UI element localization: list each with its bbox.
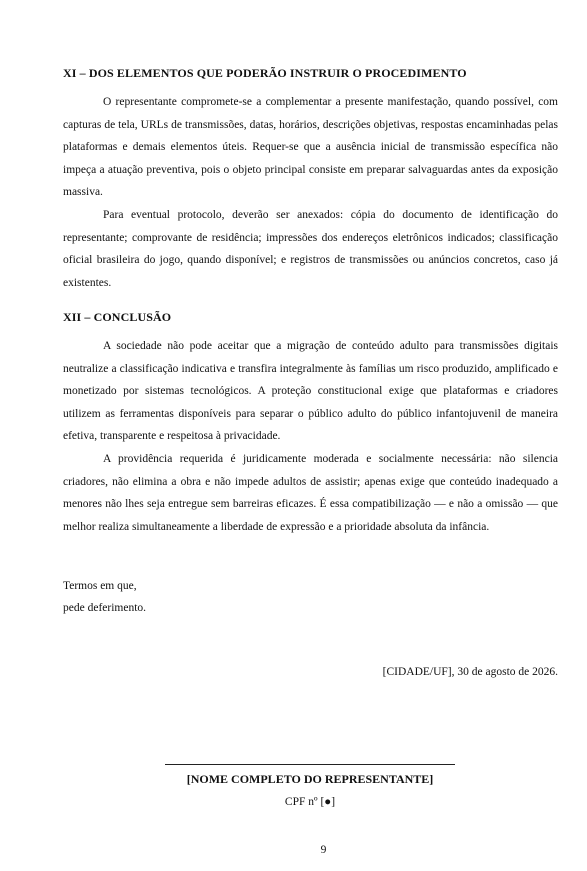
section-xi-paragraph-2: Para eventual protocolo, deverão ser anexados: cópia do documento de identificação do representante; comprovante de residência; impressões dos endereços eletrônicos indicados; classificação oficial brasileira do jogo, quando disponível; e registros de transmissões ou anúncios concretos, caso já existentes. <box>63 209 558 289</box>
section-xi-paragraph-1: O representante compromete-se a complementar a presente manifestação, quando possível, com capturas de tela, URLs de transmissões, datas, horários, descrições objetivas, respostas encaminhadas pelas plataformas e demais elementos úteis. Requer-se que a ausência inicial de transmissão específica não impeça a atuação preventiva, pois o objeto principal consiste em preparar salvaguardas antes da exposição massiva. <box>63 96 558 198</box>
section-xii-heading: XII – CONCLUSÃO <box>63 310 172 324</box>
section-xii-paragraph-2: A providência requerida é juridicamente moderada e socialmente necessária: não silencia criadores, não elimina a obra e não impede adultos de assistir; apenas exige que conteúdo inadequado a menores não lhes seja entregue sem barreiras eficazes. É essa compatibilização — e não a omissão — que melhor realiza simultaneamente a liberdade de expressão e a prioridade absoluta da infância. <box>63 453 558 533</box>
closing-line-1: Termos em que, <box>63 580 137 592</box>
place-date: [CIDADE/UF], 30 de agosto de 2026. <box>382 666 558 678</box>
page-number: 9 <box>320 844 327 856</box>
section-xi-heading: XI – DOS ELEMENTOS QUE PODERÃO INSTRUIR O PROCEDIMENTO <box>63 66 467 80</box>
signature-line <box>165 764 455 765</box>
section-xii-paragraph-1: A sociedade não pode aceitar que a migração de conteúdo adulto para transmissões digitais neutralize a classificação indicativa e transfira integralmente às famílias um risco produzido, amplificado e monetizado por sistemas tecnológicos. A proteção constitucional exige que plataformas e criadores utilizem as ferramentas disponíveis para separar o público adulto do público infantojuvenil de maneira efetiva, transparente e respeitosa à privacidade. <box>63 340 558 442</box>
signature-name: [NOME COMPLETO DO REPRESENTANTE] <box>186 772 434 786</box>
closing-line-2: pede deferimento. <box>63 602 147 614</box>
signature-cpf: CPF nº [●] <box>284 796 336 808</box>
